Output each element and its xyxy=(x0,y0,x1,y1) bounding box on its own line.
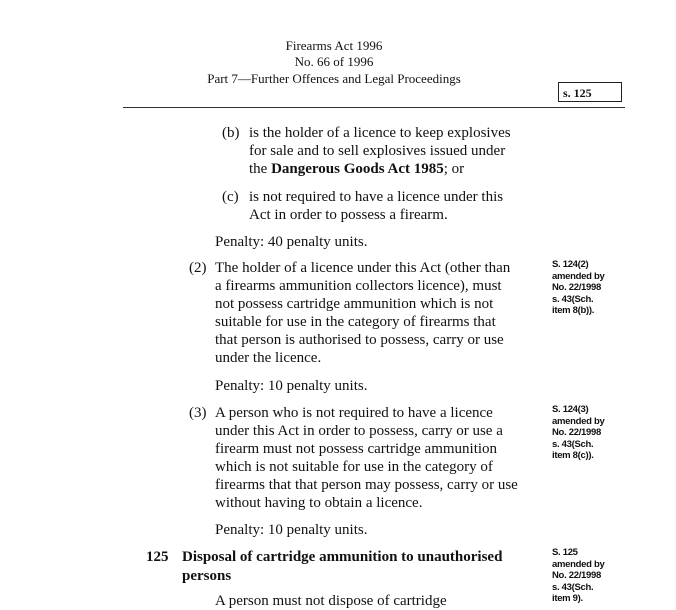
part-title: Part 7—Further Offences and Legal Proceedings xyxy=(207,71,461,86)
item-b-label: (b) xyxy=(222,125,240,141)
note-line: s. 43(Sch. xyxy=(552,438,594,450)
item-b-line: is the holder of a licence to keep explosives xyxy=(249,125,511,141)
sub-3-line: A person who is not required to have a licence xyxy=(215,405,493,421)
sub-2-line: that person is authorised to possess, carry or use xyxy=(215,332,504,348)
note-line: s. 43(Sch. xyxy=(552,581,594,593)
header-rule xyxy=(123,107,625,108)
note-line: item 8(b)). xyxy=(552,305,595,316)
sub-2-line: under the licence. xyxy=(215,350,322,366)
section-125-title-cont: persons xyxy=(182,568,232,584)
margin-note-124-3 xyxy=(552,404,604,462)
note-line: item 8(c)). xyxy=(552,450,594,461)
item-b-prefix: the xyxy=(249,161,272,177)
sub-2-line: The holder of a licence under this Act (other than xyxy=(215,260,511,276)
item-c-label: (c) xyxy=(222,189,239,205)
penalty-3: Penalty: 10 penalty units. xyxy=(215,522,368,538)
margin-note-125 xyxy=(552,547,604,605)
note-line: item 9). xyxy=(552,593,583,604)
sub-3-label: (3) xyxy=(189,405,207,421)
note-line: S. 124(2) xyxy=(552,259,589,270)
note-line: amended by xyxy=(552,558,605,570)
penalty-1: Penalty: 40 penalty units. xyxy=(215,234,368,250)
section-125-title: Disposal of cartridge ammunition to unauthorised xyxy=(182,549,503,565)
sub-3-line: firearms that that person may possess, carry or use xyxy=(215,477,518,493)
section-125-body: A person must not dispose of cartridge xyxy=(215,593,447,609)
sub-3-line: firearm must not possess cartridge ammunition xyxy=(215,441,498,457)
sub-2-line: a firearms ammunition collectors licence), must xyxy=(215,278,502,294)
act-reference: Dangerous Goods Act 1985 xyxy=(271,161,444,177)
sub-3-line: which is not suitable for use in the category of xyxy=(215,459,493,475)
note-line: No. 22/1998 xyxy=(552,570,601,581)
item-c-line: Act in order to possess a firearm. xyxy=(249,207,448,223)
sub-2-line: not possess cartridge ammunition which is not xyxy=(215,296,494,312)
note-line: No. 22/1998 xyxy=(552,282,601,293)
item-b-suffix: ; or xyxy=(443,161,465,177)
margin-note-124-2 xyxy=(552,259,604,317)
item-b-line: for sale and to sell explosives issued under xyxy=(249,143,506,159)
note-line: amended by xyxy=(552,415,605,427)
note-line: S. 125 xyxy=(552,547,578,558)
note-line: No. 22/1998 xyxy=(552,427,601,438)
note-line: S. 124(3) xyxy=(552,404,589,415)
item-b-line-3 xyxy=(249,160,464,178)
sub-2-label: (2) xyxy=(189,260,207,276)
act-title: Firearms Act 1996 xyxy=(285,38,383,53)
act-number: No. 66 of 1996 xyxy=(294,54,374,69)
penalty-2: Penalty: 10 penalty units. xyxy=(215,378,368,394)
note-line: amended by xyxy=(552,270,605,282)
sub-3-line: without having to obtain a licence. xyxy=(215,495,423,511)
section-box: s. 125 xyxy=(558,82,622,102)
section-125-number: 125 xyxy=(146,549,169,565)
sub-3-line: under this Act in order to possess, carry or use a xyxy=(215,423,503,439)
note-line: s. 43(Sch. xyxy=(552,293,594,305)
item-c-line: is not required to have a licence under this xyxy=(249,189,504,205)
sub-2-line: suitable for use in the category of firearms that xyxy=(215,314,496,330)
